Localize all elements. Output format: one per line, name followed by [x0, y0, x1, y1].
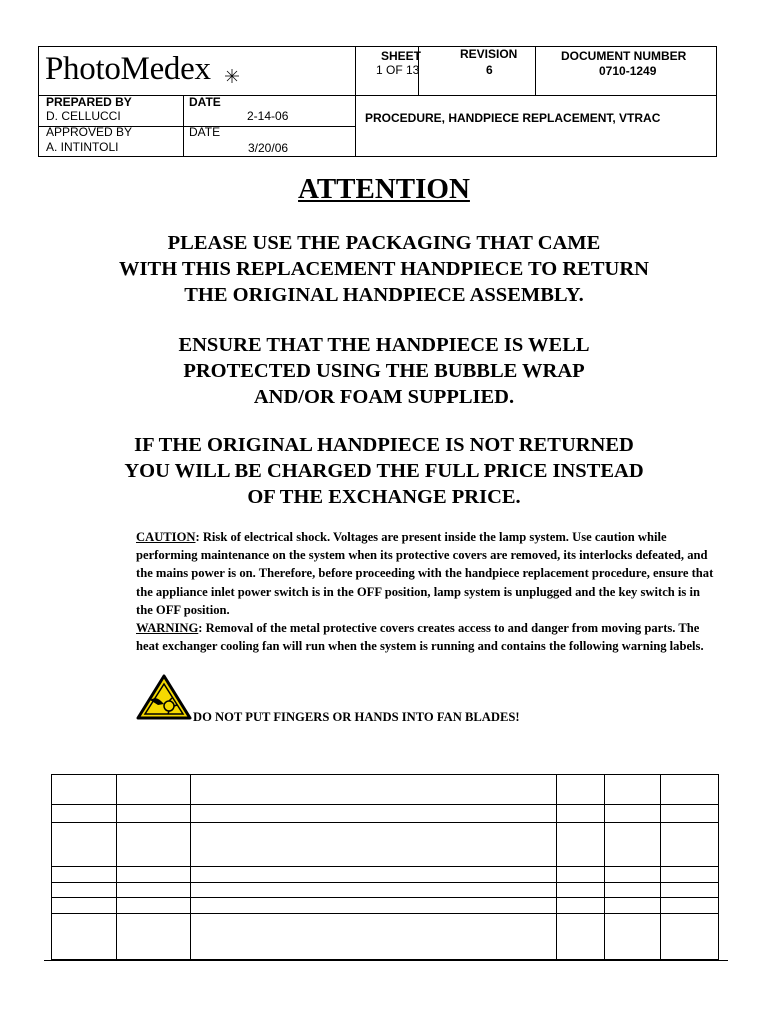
revision-label: REVISION	[460, 47, 518, 61]
logo-star-icon	[225, 69, 239, 83]
warning-label: WARNING	[136, 621, 199, 636]
prepared-by-name: D. CELLUCCI	[46, 109, 121, 123]
document-number-value: 0710-1249	[599, 64, 657, 78]
approved-date-label: DATE	[189, 125, 221, 139]
warning-text: : Removal of the metal protective covers creates access to and danger from moving parts. The heat exchanger cooling fan will run when the system is running and contains the following warning labels.	[136, 621, 704, 654]
document-header	[38, 46, 717, 157]
charge-paragraph: IF THE ORIGINAL HANDPIECE IS NOT RETURNED YOU WILL BE CHARGED THE FULL PRICE INSTEAD OF THE EXCHANGE PRICE.	[124, 434, 644, 508]
caution-label: CAUTION	[136, 530, 196, 544]
caution-warning-text	[136, 528, 716, 655]
document-title: PROCEDURE, HANDPIECE REPLACEMENT, VTRAC	[365, 111, 661, 125]
approved-by-label: APPROVED BY	[46, 125, 133, 139]
packaging-paragraph: PLEASE USE THE PACKAGING THAT CAME WITH THIS REPLACEMENT HANDPIECE TO RETURN THE ORIGINAL HANDPIECE ASSEMBLY.	[119, 232, 649, 306]
fan-hazard-warning-icon	[136, 674, 192, 722]
prepared-date-label: DATE	[189, 95, 221, 109]
revision-value: 6	[486, 63, 493, 77]
attention-heading: ATTENTION	[298, 173, 470, 205]
sheet-label: SHEET	[381, 49, 422, 63]
company-logo: PhotoMedex	[45, 51, 211, 87]
caution-text: : Risk of electrical shock. Voltages are present inside the lamp system. Use caution while performing maintenance on the system when its protective covers are removed, its interlocks defeated, and the mains power is on. Therefore, before proceeding with the handpiece replacement procedure, ensure that the appliance inlet power switch is in the OFF position, lamp system is unplugged and the key switch is in the OFF position.	[136, 530, 714, 617]
approved-date: 3/20/06	[248, 141, 289, 155]
prepared-by-label: PREPARED BY	[46, 95, 132, 109]
document-number-label: DOCUMENT NUMBER	[561, 49, 687, 63]
prepared-date: 2-14-06	[247, 109, 289, 123]
bottom-rule	[44, 960, 728, 961]
sheet-value: 1 OF 13	[376, 63, 420, 77]
fan-warning-text: DO NOT PUT FINGERS OR HANDS INTO FAN BLADES!	[193, 710, 520, 724]
revision-table	[51, 774, 719, 960]
approved-by-name: A. INTINTOLI	[46, 140, 119, 154]
protection-paragraph: ENSURE THAT THE HANDPIECE IS WELL PROTECTED USING THE BUBBLE WRAP AND/OR FOAM SUPPLIED.	[178, 334, 590, 408]
